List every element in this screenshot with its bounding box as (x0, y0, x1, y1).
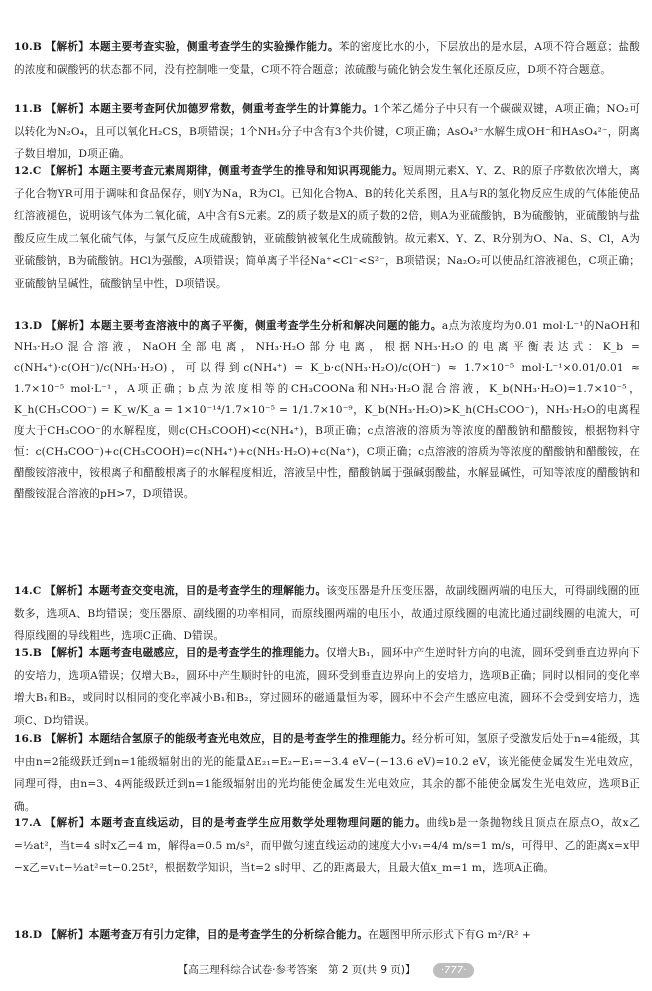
analysis-tag: 【解析】 (45, 41, 90, 53)
page-code-badge: ·777· (433, 963, 474, 978)
answer-item-10 (14, 36, 640, 81)
question-number: 18. (14, 929, 33, 941)
analysis-tag: 【解析】 (45, 733, 89, 745)
answer-item-14 (14, 580, 640, 648)
analysis-key: 本题考查万有引力定律，目的是考查学生的分析综合能力。 (88, 929, 369, 941)
analysis-body: 短周期元素X、Y、Z、R的原子序数依次增大，离子化合物YR可用于调味和食品保存，则Y为Na，R为Cl。已知化合物A、B的转化关系图，且A与R的氢化物反应生成的气体能使品红溶液褪色，说明该气体为二氧化硫，A中含有S元素。Z的质子数是X的质子数的2倍，则A为亚硫酸钠，B为硫酸钠，亚硫酸钠与盐酸反应生成二氧化硫气体，与氯气反应生成硫酸钠，亚硫酸钠被氧化生成硫酸钠。故元素X、Y、Z、R分别为O、Na、S、Cl，A为亚硫酸钠，B为硫酸钠。HCl为强酸，A项错误；简单离子半径Na⁺<Cl⁻<S²⁻，B项错误；Na₂O₂可以使品红溶液褪色，C项正确；亚硫酸钠呈碱性，硫酸钠呈中性，D项错误。 (14, 165, 640, 290)
analysis-body: 经分析可知，氢原子受激发后处于n=4能级，其中由n=2能级跃迁到n=1能级辐射出的光的能量ΔE₂₁=E₂−E₁=−3.4 eV−(−13.6 eV)=10.2 eV，该光能使金属发生光电效应，同理可得，由n=3、4两能级跃迁到n=1能级辐射出的光均能使金属发生光电效应，其余的都不能使金属发生光电效应，选项B正确。 (14, 733, 640, 813)
answer-item-15 (14, 642, 640, 732)
analysis-body: 1个苯乙烯分子中只有一个碳碳双键，A项正确；NO₂可以转化为N₂O₄，且可以氧化H₂CS，B项错误；1个NH₃分子中含有3个共价键，C项正确；AsO₄³⁻水解生成OH⁻和HAsO₄²⁻，阴离子数目增加，D项正确。 (14, 103, 640, 160)
answer-item-18 (14, 924, 640, 947)
analysis-key: 本题考查直线运动，目的是考查学生应用数学处理物理问题的能力。 (90, 817, 427, 829)
analysis-tag: 【解析】 (45, 647, 89, 659)
page-footer (0, 962, 652, 978)
answer-choice: D (32, 929, 43, 941)
answer-item-11 (14, 98, 640, 166)
analysis-key: 本题主要考查元素周期律，侧重考查学生的推导和知识再现能力。 (88, 165, 404, 177)
analysis-tag: 【解析】 (46, 320, 90, 332)
answer-choice: B (32, 103, 42, 115)
question-number: 11. (14, 103, 33, 115)
question-number: 12. (14, 165, 33, 177)
answer-choice: C (32, 585, 42, 597)
analysis-body: 苯的密度比水的小，下层放出的是水层，A项不符合题意；盐酸的浓度和碳酸钙的状态都不同，没有控制唯一变量，C项不符合题意；浓硫酸与硫化钠会发生氧化还原反应，D项不符合题意。 (14, 41, 640, 76)
answer-choice: C (32, 165, 42, 177)
analysis-key: 本题主要考查阿伏加德罗常数，侧重考查学生的计算能力。 (89, 103, 374, 115)
analysis-body: 该变压器是升压变压器，故副线圈两端的电压大，可得副线圈的匝数多，选项A、B均错误；变压器原、副线圈的功率相同，而原线圈两端的电压小，故通过原线圈的电流比通过副线圈的电流大，可得原线圈的导线粗些，选项C正确、D错误。 (14, 585, 640, 642)
analysis-body: 仅增大B₁，圆环中产生逆时针方向的电流，圆环受到垂直边界向下的安培力，选项A错误；仅增大B₂，圆环中产生顺时针的电流，圆环受到垂直边界向上的安培力，选项B正确；同时以相同的变化率增大B₁和B₂，或同时以相同的变化率减小B₁和B₂，穿过圆环的磁通量恒为零，圆环中不会产生感应电流，圆环不会受到安培力，选项C、D均错误。 (14, 647, 640, 727)
analysis-key: 本题主要考查实验，侧重考查学生的实验操作能力。 (89, 41, 339, 53)
answer-item-12 (14, 160, 640, 295)
analysis-key: 本题主要考查溶液中的离子平衡，侧重考查学生分析和解决问题的能力。 (90, 320, 442, 332)
analysis-body: a点为浓度均为0.01 mol·L⁻¹的NaOH和NH₃·H₂O混合溶液，NaOH全部电离，NH₃·H₂O部分电离，根据NH₃·H₂O的电离平衡表达式：K_b = c(NH₄⁺)·c(OH⁻)/c(NH₃·H₂O)，可以得到c(NH₄⁺) = K_b·c(NH₃·H₂O)/c(OH⁻) ≈ 1.7×10⁻⁵ mol·L⁻¹×0.01/0.01 ≈ 1.7×10⁻⁵ mol·L⁻¹，A项正确；b点为浓度相等的CH₃COONa和NH₃·H₂O混合溶液，K_b(NH₃·H₂O)=1.7×10⁻⁵，K_h(CH₃COO⁻) = K_w/K_a = 1×10⁻¹⁴/1.7×10⁻⁵ = 1/1.7×10⁻⁹，K_b(NH₃·H₂O)>K_h(CH₃COO⁻)，NH₃·H₂O的电离程度大于CH₃COO⁻的水解程度，则c(CH₃COOH)<c(NH₄⁺)，B项正确；c点溶液的溶质为等浓度的醋酸钠和醋酸铵，根据物料守恒：c(CH₃COO⁻)+c(CH₃COOH)=c(NH₄⁺)+c(NH₃·H₂O)+c(Na⁺)，C项正确；c点溶液的溶质为等浓度的醋酸钠和醋酸铵，在醋酸铵溶液中，铵根离子和醋酸根离子的水解程度相近，溶液呈中性，醋酸钠属于强碱弱酸盐，水解显碱性，可知等浓度的醋酸钠和醋酸铵混合溶液的pH>7，D项错误。 (14, 320, 640, 500)
answer-item-13 (14, 316, 640, 505)
question-number: 15. (14, 647, 33, 659)
answer-choice: B (32, 733, 42, 745)
answer-item-17 (14, 812, 640, 880)
answer-choice: B (32, 647, 42, 659)
analysis-tag: 【解析】 (45, 585, 89, 597)
question-number: 17. (14, 817, 33, 829)
question-number: 16. (14, 733, 33, 745)
analysis-key: 本题考查交变电流，目的是考查学生的理解能力。 (88, 585, 327, 597)
answer-choice: A (32, 817, 42, 829)
analysis-body: 曲线b是一条抛物线且顶点在原点O，故x乙=½at²，当t=4 s时x乙=4 m，解得a=0.5 m/s²，而甲做匀速直线运动的速度大小v₁=4/4 m/s=1 m/s，可得甲、乙的距离x=x甲−x乙=v₁t−½at²=t−0.25t²，根据数学知识，当t=2 s时甲、乙的距离最大，且最大值x_m=1 m，选项A正确。 (14, 817, 640, 874)
answer-item-16 (14, 728, 640, 818)
footer-text: 【高三理科综合试卷·参考答案 第 2 页(共 9 页)】 (177, 964, 416, 976)
question-number: 10. (14, 41, 33, 53)
analysis-tag: 【解析】 (45, 103, 90, 115)
answer-choice: B (32, 41, 42, 53)
analysis-tag: 【解析】 (45, 165, 89, 177)
analysis-key: 本题结合氢原子的能级考查光电效应，目的是考查学生的推理能力。 (88, 733, 413, 745)
question-number: 13. (14, 320, 33, 332)
analysis-key: 本题考查电磁感应，目的是考查学生的推理能力。 (88, 647, 326, 659)
analysis-body: 在题图甲所示形式下有G m²/R² + (368, 929, 532, 941)
answer-choice: D (32, 320, 43, 332)
analysis-tag: 【解析】 (45, 929, 89, 941)
analysis-tag: 【解析】 (45, 817, 91, 829)
question-number: 14. (14, 585, 33, 597)
